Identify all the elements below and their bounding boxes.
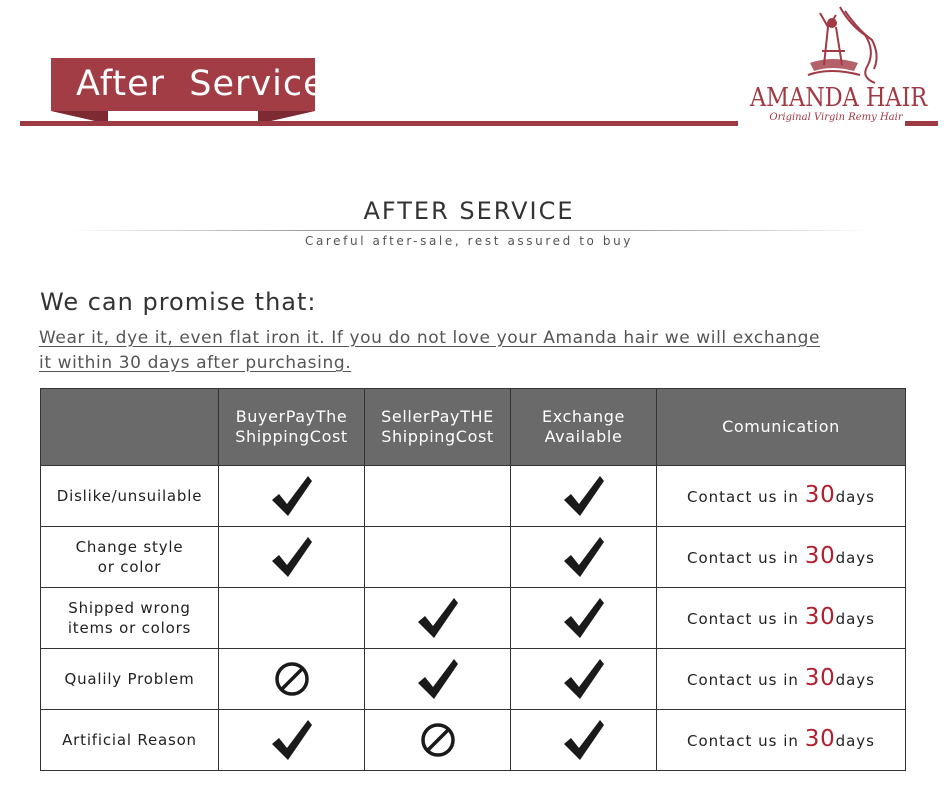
buyer-pay-cell: [219, 649, 365, 710]
header-banner: [51, 58, 326, 111]
table-row: [41, 588, 906, 649]
check-icon: [562, 657, 606, 701]
check-icon: [562, 718, 606, 762]
contact-prefix: Contact us in: [687, 488, 805, 506]
check-icon: [562, 596, 606, 640]
table-row: [41, 466, 906, 527]
contact-days-number: 30: [804, 543, 836, 569]
contact-cell: [657, 527, 906, 588]
promise-line-1: Wear it, dye it, even flat iron it. If you do not love your Amanda hair we will exchange: [39, 328, 821, 348]
contact-cell: [657, 649, 906, 710]
check-icon: [562, 535, 606, 579]
section-subtitle: Careful after-sale, rest assured to buy: [304, 234, 634, 248]
contact-days-number: 30: [804, 726, 836, 752]
check-icon: [270, 718, 314, 762]
buyer-pay-cell: [219, 466, 365, 527]
table-row: [41, 649, 906, 710]
contact-suffix: days: [835, 488, 875, 506]
header-exchange: Exchange Available: [511, 389, 657, 466]
buyer-pay-cell: [219, 710, 365, 771]
contact-days-number: 30: [804, 665, 836, 691]
promise-heading: We can promise that:: [40, 288, 317, 316]
header-rule: [20, 121, 738, 126]
exchange-cell: [511, 527, 657, 588]
table-body: [41, 466, 906, 771]
seller-pay-cell: [365, 588, 511, 649]
contact-prefix: Contact us in: [687, 732, 805, 750]
promise-text: [39, 326, 919, 376]
seller-pay-cell: [365, 649, 511, 710]
section-title: AFTER SERVICE: [363, 197, 575, 225]
row-label: Shipped wrong items or colors: [41, 588, 219, 649]
prohibited-icon: [420, 722, 456, 758]
seller-pay-cell: [365, 527, 511, 588]
table-header-row: [41, 389, 906, 466]
header-seller-pay: SellerPayTHE ShippingCost: [365, 389, 511, 466]
contact-suffix: days: [835, 610, 875, 628]
header-buyer-pay: BuyerPayThe ShippingCost: [219, 389, 365, 466]
row-label: Dislike/unsuilable: [41, 466, 219, 527]
check-icon: [270, 535, 314, 579]
exchange-cell: [511, 710, 657, 771]
header-communication: Comunication: [657, 389, 906, 466]
promise-line-2: it within 30 days after purchasing.: [39, 353, 352, 373]
after-service-table: [40, 388, 906, 771]
exchange-cell: [511, 588, 657, 649]
check-icon: [270, 474, 314, 518]
row-label: Artificial Reason: [41, 710, 219, 771]
contact-prefix: Contact us in: [687, 671, 805, 689]
contact-prefix: Contact us in: [687, 549, 805, 567]
table-row: [41, 527, 906, 588]
row-label: Change style or color: [41, 527, 219, 588]
exchange-cell: [511, 466, 657, 527]
logo-tagline: Original Virgin Remy Hair: [769, 112, 903, 123]
prohibited-icon: [274, 661, 310, 697]
check-icon: [416, 596, 460, 640]
contact-suffix: days: [835, 732, 875, 750]
seller-pay-cell: [365, 466, 511, 527]
check-icon: [562, 474, 606, 518]
contact-cell: [657, 466, 906, 527]
contact-cell: [657, 588, 906, 649]
banner-title: After Service: [76, 64, 326, 104]
section-divider: [70, 230, 870, 231]
table-row: [41, 710, 906, 771]
contact-prefix: Contact us in: [687, 610, 805, 628]
seller-pay-cell: [365, 710, 511, 771]
contact-days-number: 30: [804, 604, 836, 630]
buyer-pay-cell: [219, 527, 365, 588]
header-cell-blank: [41, 389, 219, 466]
check-icon: [416, 657, 460, 701]
contact-cell: [657, 710, 906, 771]
logo-name: AMANDA HAIR: [750, 83, 928, 113]
contact-suffix: days: [835, 671, 875, 689]
buyer-pay-cell: [219, 588, 365, 649]
exchange-cell: [511, 649, 657, 710]
logo-figure-icon: [750, 5, 920, 85]
contact-days-number: 30: [804, 482, 836, 508]
brand-logo: [750, 5, 928, 125]
row-label: Qualily Problem: [41, 649, 219, 710]
contact-suffix: days: [835, 549, 875, 567]
